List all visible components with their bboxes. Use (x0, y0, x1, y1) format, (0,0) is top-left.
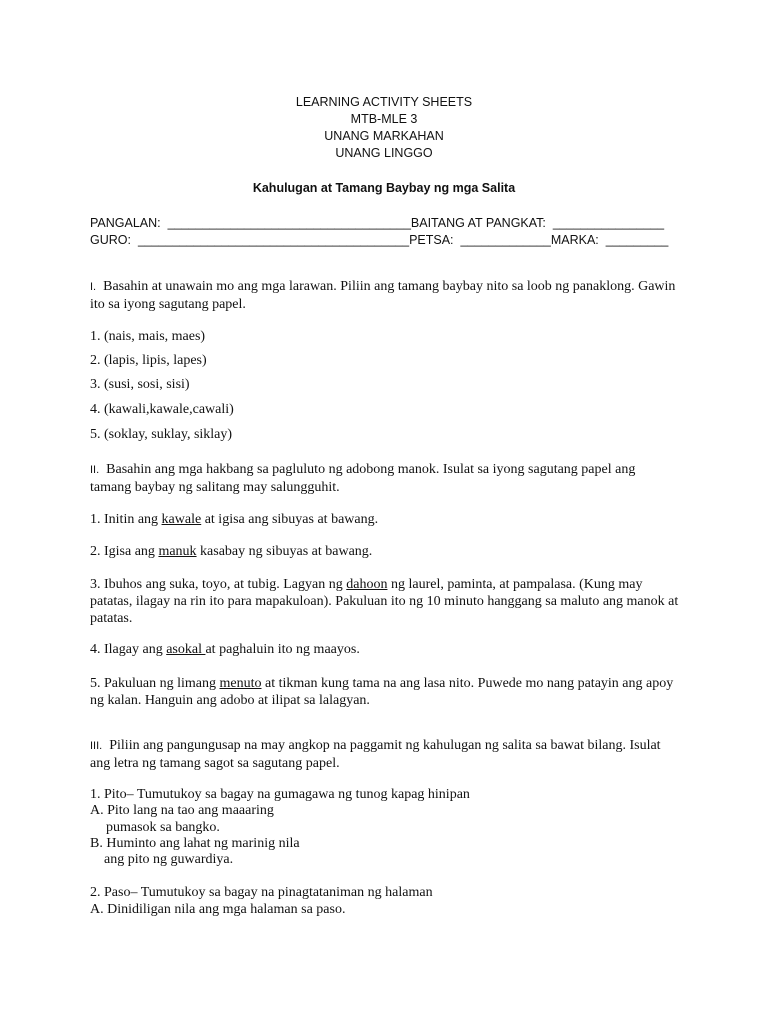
part2-item-4-text: 4. Ilagay ang (90, 642, 167, 657)
pangalan-label: PANGALAN: (90, 216, 161, 230)
guro-label: GURO: (90, 233, 131, 247)
part3-q2-choice-a: A. Dinidiligan nila ang mga halaman sa paso. (90, 902, 346, 917)
underlined-word: manuk (158, 544, 197, 559)
part1-item-5: 5. (soklay, suklay, siklay) (90, 427, 233, 442)
part3-q1-choice-a: A. Pito lang na tao ang maaaring (90, 803, 274, 818)
header-line-2: MTB-MLE 3 (350, 112, 418, 126)
part2-item-2-text: 2. Igisa ang (90, 544, 159, 559)
baitang-blank: ________________ (552, 216, 665, 230)
header-line-3: UNANG MARKAHAN (324, 129, 444, 143)
part3-question-1: 1. Pito– Tumutukoy sa bagay na gumagawa ng tunog kapag hinipan (90, 787, 470, 802)
teacher-date-row (90, 233, 668, 247)
part3-numeral: III. (90, 740, 103, 752)
petsa-blank: _____________ (460, 233, 551, 247)
part2-item-4-rest: at paghaluin ito ng maayos. (205, 642, 360, 657)
pangalan-blank: ___________________________________ (167, 216, 411, 230)
document-title: Kahulugan at Tamang Baybay ng mga Salita (252, 181, 516, 195)
part2-item-1-text: 1. Initin ang (90, 512, 162, 527)
part1-instruction (90, 278, 680, 313)
underlined-word: asokal (166, 642, 206, 657)
part1-numeral: I. (90, 281, 97, 293)
marka-blank: _________ (605, 233, 669, 247)
part2-item-5-rest: at tikman kung tama na ang lasa nito. Puwede mo nang patayin ang apoy ng kalan. Hanguin ang adobo at ilipat sa lalagyan. (90, 676, 674, 708)
underlined-word: kawale (161, 512, 202, 527)
petsa-label: PETSA: (409, 233, 454, 247)
part1-item-2: 2. (lapis, lipis, lapes) (90, 353, 207, 368)
underlined-word: menuto (219, 676, 262, 691)
part2-item-5 (90, 675, 680, 709)
header-line-1: LEARNING ACTIVITY SHEETS (295, 95, 473, 109)
part2-item-1-rest: at igisa ang sibuyas at bawang. (201, 512, 379, 527)
part3-instruction (90, 737, 680, 772)
part2-numeral: II. (90, 464, 100, 476)
guro-blank: _______________________________________ (137, 233, 410, 247)
part3-q1-choice-b-cont: ang pito ng guwardiya. (104, 852, 234, 867)
part1-item-4: 4. (kawali,kawale,cawali) (90, 402, 234, 417)
header-line-4: UNANG LINGGO (335, 146, 433, 160)
part3-instruction-text: Piliin ang pangungusap na may angkop na paggamit ng kahulugan ng salita sa bawat bilang. Isulat ang letra ng tamang sagot sa sagutang papel. (90, 738, 661, 771)
part1-item-3: 3. (susi, sosi, sisi) (90, 377, 190, 392)
part2-item-3-text: 3. Ibuhos ang suka, toyo, at tubig. Lagyan ng (90, 577, 347, 592)
part2-instruction-text: Basahin ang mga hakbang sa pagluluto ng adobong manok. Isulat sa iyong sagutang papel ang tamang baybay ng salitang may salungguhit. (90, 462, 636, 495)
part2-item-2 (90, 543, 372, 560)
part3-question-2: 2. Paso– Tumutukoy sa bagay na pinagtataniman ng halaman (90, 885, 433, 900)
part2-instruction (90, 461, 680, 496)
part3-q1-choice-b: B. Huminto ang lahat ng marinig nila (90, 836, 300, 851)
part2-item-3-rest: ng laurel, paminta, at pampalasa. (Kung may patatas, ilagay na rin ito para mapakuloan). Pakuluan ito ng 10 minuto hanggang sa maluto ang manok at patatas. (90, 577, 679, 626)
part2-item-1 (90, 511, 378, 528)
document-header (0, 94, 768, 162)
part1-item-1: 1. (nais, mais, maes) (90, 329, 206, 344)
baitang-label: BAITANG AT PANGKAT: (410, 216, 546, 230)
part3-q1-choice-a-cont: pumasok sa bangko. (106, 820, 220, 835)
part2-item-4 (90, 641, 360, 658)
name-grade-row (90, 216, 664, 230)
marka-label: MARKA: (550, 233, 599, 247)
part2-item-3 (90, 576, 680, 627)
part2-item-2-rest: kasabay ng sibuyas at bawang. (196, 544, 373, 559)
underlined-word: dahoon (346, 577, 388, 592)
part1-instruction-text: Basahin at unawain mo ang mga larawan. Piliin ang tamang baybay nito sa loob ng panaklong. Gawin ito sa iyong sagutang papel. (90, 279, 676, 312)
part2-item-5-text: 5. Pakuluan ng limang (90, 676, 220, 691)
